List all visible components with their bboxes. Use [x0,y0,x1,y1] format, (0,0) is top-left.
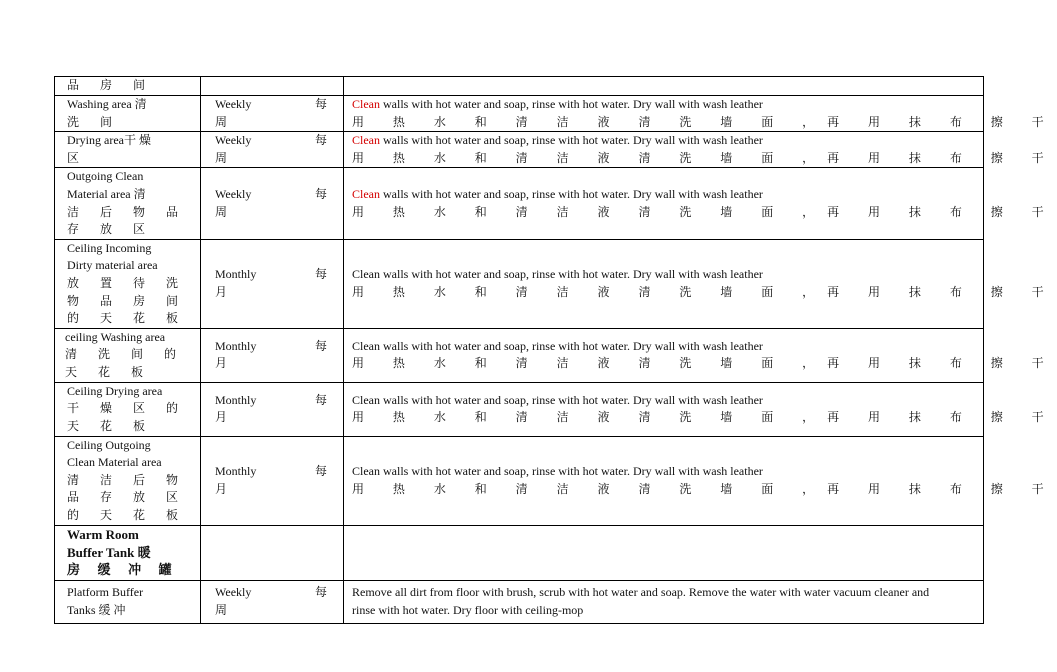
frequency-cn-label: 每 [314,584,327,599]
procedure-text: walls with hot water and soap, rinse with hot water. Dry wall with wash leather [380,186,763,201]
area-label: Tanks 缓 冲 [67,602,126,617]
area-label: 干 燥 区 的 [67,401,188,416]
area-cell [55,77,201,96]
frequency-label: Monthly [215,338,257,353]
procedure-text-cn: 用 热 水 和 清 洁 液 清 洗 墙 面 ，再 用 抹 布 擦 干 [352,284,1057,299]
frequency-cn-label: 周 [215,150,228,165]
area-label: 的 天 花 板 [67,507,188,522]
procedure-text: Clean walls with hot water and soap, rinse with hot water. Dry wall with wash leather [352,463,763,478]
area-label: 放 置 待 洗 [67,275,188,290]
procedure-text-cn: 用 热 水 和 清 洁 液 清 洗 墙 面 ，再 用 抹 布 擦 干 [352,150,1057,165]
procedure-text: Remove all dirt from floor with brush, scrub with hot water and soap. Remove the water with water vacuum cleaner and [352,584,930,599]
area-label: 清 洗 间 的 [65,347,186,362]
procedure-cell [344,328,1057,382]
area-cell [55,96,201,132]
procedure-cell [344,132,1057,168]
area-cell [55,525,201,580]
area-label: Ceiling Drying area [67,383,163,398]
area-cell [55,168,201,239]
area-label: 天 花 板 [67,418,155,433]
area-cell [55,580,201,623]
section-heading: Warm Room [67,527,139,543]
area-label: 区 [67,150,89,165]
cleaning-schedule-table [54,76,1057,624]
frequency-cn-label: 每 [314,463,327,478]
area-label: Drying area干 燥 [67,133,151,148]
frequency-label: Monthly [215,392,257,407]
frequency-label: Weekly [215,186,252,201]
frequency-cn-label: 每 [314,133,327,148]
table-row [55,239,984,328]
procedure-cell [344,580,984,623]
area-label: 的 天 花 板 [67,311,188,326]
procedure-text-cn: 用 热 水 和 清 洁 液 清 洗 墙 面 ，再 用 抹 布 擦 干 [352,410,1057,425]
frequency-cn-label: 月 [215,481,228,496]
frequency-cn-label: 月 [215,356,228,371]
procedure-text-cn: 用 热 水 和 清 洁 液 清 洗 墙 面 ，再 用 抹 布 擦 干 [352,114,1057,129]
procedure-text: Clean walls with hot water and soap, rinse with hot water. Dry wall with wash leather [352,392,763,407]
procedure-cell [344,239,1057,328]
table-row [55,132,984,168]
procedure-text: Clean walls with hot water and soap, rinse with hot water. Dry wall with wash leather [352,338,763,353]
table-row [55,168,984,239]
frequency-cn-label: 月 [215,410,228,425]
procedure-text: Clean walls with hot water and soap, rinse with hot water. Dry wall with wash leather [352,267,763,282]
area-label: 天 花 板 [65,365,153,380]
frequency-label: Weekly [215,97,252,111]
frequency-cell [201,239,344,328]
frequency-label: Weekly [215,133,252,148]
procedure-text: rinse with hot water. Dry floor with ceiling-mop [352,602,584,617]
area-label: 洁 后 物 品 [67,204,188,219]
area-label: 洗 间 [67,114,122,129]
area-label: Outgoing Clean [67,169,144,184]
area-cell [55,239,201,328]
table-row [55,328,984,382]
procedure-cell [344,436,1057,525]
frequency-cell [201,580,344,623]
area-label: 存 放 区 [67,222,155,237]
table-row [55,580,984,623]
procedure-cell [344,77,984,96]
frequency-cell [201,436,344,525]
procedure-text: walls with hot water and soap, rinse with hot water. Dry wall with wash leather [380,97,763,111]
section-heading: 房 缓 冲 罐 [67,562,179,578]
procedure-text: walls with hot water and soap, rinse with hot water. Dry wall with wash leather [380,133,763,148]
area-label: Platform Buffer [67,584,144,599]
table-row [55,436,984,525]
procedure-text-cn: 用 热 水 和 清 洁 液 清 洗 墙 面 ，再 用 抹 布 擦 干 [352,204,1057,219]
area-cell [55,436,201,525]
frequency-cn-label: 每 [314,338,327,353]
frequency-cell [201,328,344,382]
table-row [55,96,984,132]
area-label: 品 存 放 区 [67,490,188,505]
area-label: Material area 清 [67,186,146,201]
procedure-highlight: Clean [352,133,380,148]
frequency-cell [201,77,344,96]
frequency-cn-label: 每 [314,392,327,407]
procedure-cell [344,168,1057,239]
frequency-cell [201,382,344,436]
frequency-cn-label: 每 [314,186,327,201]
frequency-cn-label: 每 [314,97,327,111]
procedure-cell [344,96,1057,132]
area-cell [55,382,201,436]
area-label: 品 房 间 [67,78,155,93]
procedure-text-cn: 用 热 水 和 清 洁 液 清 洗 墙 面 ，再 用 抹 布 擦 干 [352,481,1057,496]
area-label: ceiling Washing area [65,329,166,344]
frequency-label: Monthly [215,463,257,478]
frequency-label: Monthly [215,267,257,282]
area-label: Dirty material area [67,258,158,273]
frequency-cn-label: 周 [215,114,228,129]
area-label: Ceiling Incoming [67,240,152,255]
frequency-cell [201,525,344,580]
area-label: 物 品 房 间 [67,293,188,308]
frequency-cn-label: 周 [215,204,228,219]
procedure-highlight: Clean [352,97,380,111]
area-cell [55,328,201,382]
frequency-cn-label: 周 [215,602,228,617]
table-row [55,77,984,96]
frequency-cn-label: 每 [314,267,327,282]
table-row [55,382,984,436]
table-row [55,525,984,580]
area-label: Clean Material area [67,455,162,470]
frequency-cell [201,96,344,132]
procedure-cell [344,525,984,580]
frequency-cell [201,168,344,239]
frequency-cell [201,132,344,168]
procedure-highlight: Clean [352,186,380,201]
area-cell [55,132,201,168]
area-label: Washing area 清 [67,97,147,111]
frequency-cn-label: 月 [215,284,228,299]
section-heading: Buffer Tank 暖 [67,544,151,560]
procedure-cell [344,382,1057,436]
area-label: Ceiling Outgoing [67,437,151,452]
area-label: 清 洁 后 物 [67,472,188,487]
frequency-label: Weekly [215,584,252,599]
procedure-text-cn: 用 热 水 和 清 洁 液 清 洗 墙 面 ，再 用 抹 布 擦 干 [352,356,1057,371]
